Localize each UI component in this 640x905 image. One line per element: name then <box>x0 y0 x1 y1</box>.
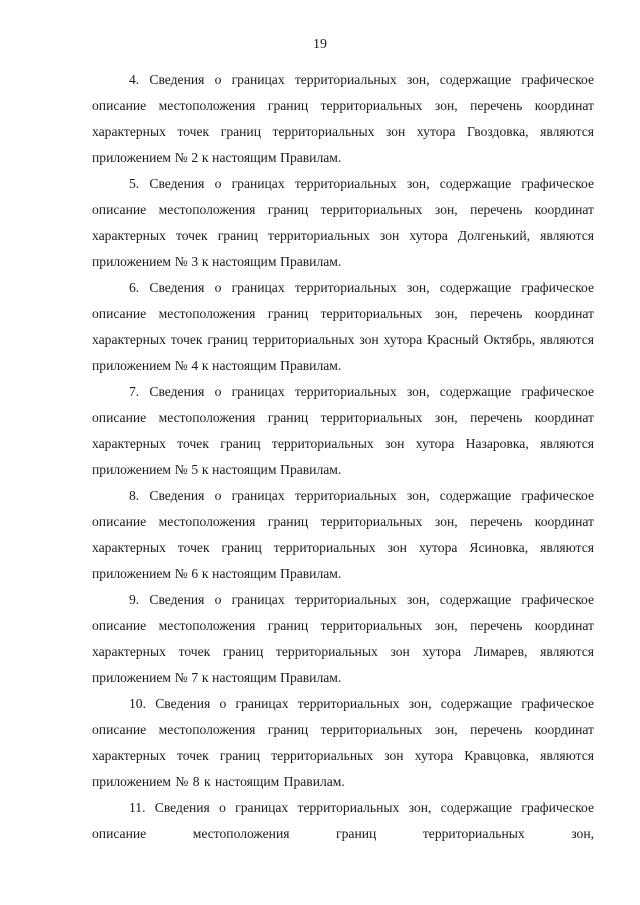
paragraph-4: 4. Сведения о границах территориальных зон, содержащие графическое описание местоположения границ территориальных зон, перечень координат характерных точек границ территориальных зон хутора Гвоздовка, являются приложением № 2 к настоящим Правилам. <box>92 72 594 165</box>
document-body <box>92 67 594 847</box>
page-number: 19 <box>313 37 327 52</box>
paragraph-10: 10. Сведения о границах территориальных зон, содержащие графическое описание местоположения границ территориальных зон, перечень координат характерных точек границ территориальных зон хутора Кравцовка, являются приложением № 8 к настоящим Правилам. <box>92 696 594 789</box>
paragraph-5: 5. Сведения о границах территориальных зон, содержащие графическое описание местоположения границ территориальных зон, перечень координат характерных точек границ территориальных зон хутора Долгенький, являются приложением № 3 к настоящим Правилам. <box>92 176 594 269</box>
paragraph-7: 7. Сведения о границах территориальных зон, содержащие графическое описание местоположения границ территориальных зон, перечень координат характерных точек границ территориальных зон хутора Назаровка, являются приложением № 5 к настоящим Правилам. <box>92 384 594 477</box>
paragraph-9: 9. Сведения о границах территориальных зон, содержащие графическое описание местоположения границ территориальных зон, перечень координат характерных точек границ территориальных зон хутора Лимарев, являются приложением № 7 к настоящим Правилам. <box>92 592 594 685</box>
paragraph-6: 6. Сведения о границах территориальных зон, содержащие графическое описание местоположения границ территориальных зон, перечень координат характерных точек границ территориальных зон хутора Красный Октябрь, являются приложением № 4 к настоящим Правилам. <box>92 280 594 373</box>
paragraph-11: 11. Сведения о границах территориальных зон, содержащие графическое описание местоположения границ территориальных зон, <box>92 800 594 841</box>
paragraph-8: 8. Сведения о границах территориальных зон, содержащие графическое описание местоположения границ территориальных зон, перечень координат характерных точек границ территориальных зон хутора Ясиновка, являются приложением № 6 к настоящим Правилам. <box>92 488 594 581</box>
